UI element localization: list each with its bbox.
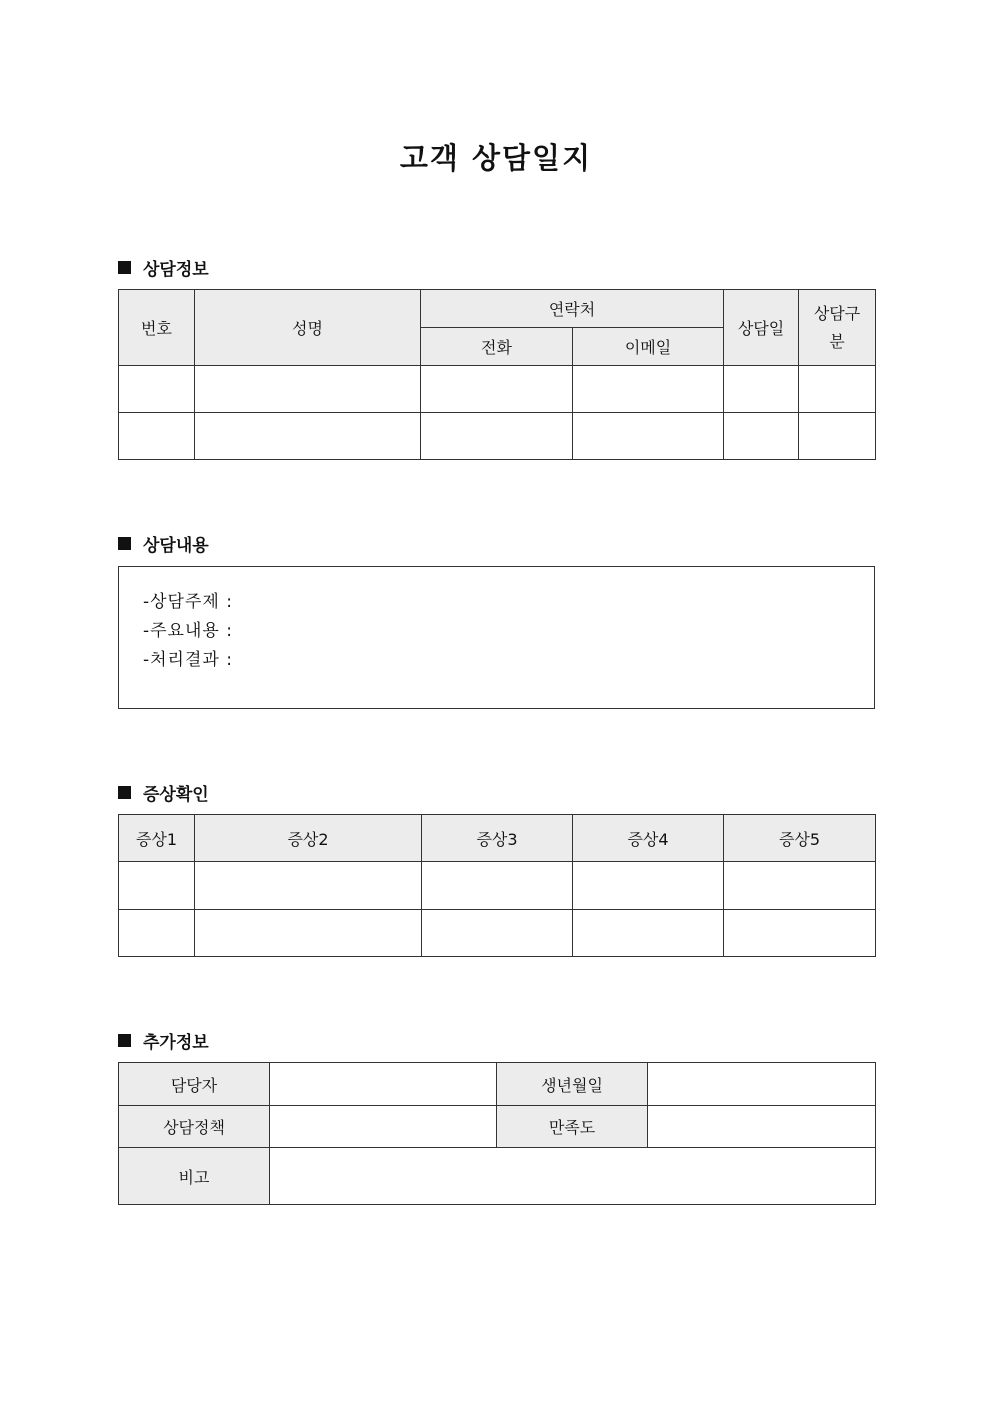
cell-symptom-3[interactable] [422,910,573,957]
table-row [119,366,876,413]
label-satisfaction: 만족도 [497,1106,648,1148]
page-title: 고객 상담일지 [399,141,593,175]
cell-symptom-4[interactable] [573,862,724,910]
label-policy: 상담정책 [119,1106,270,1148]
cell-number[interactable] [119,366,195,413]
section-title: 추가정보 [143,1033,209,1053]
header-category-line2: 분 [829,331,845,351]
value-satisfaction[interactable] [648,1106,876,1148]
cell-phone[interactable] [421,413,573,460]
section-heading-consult-content [118,531,209,556]
cell-symptom-1[interactable] [119,862,195,910]
header-number: 번호 [119,290,195,366]
table-row [119,910,876,957]
cell-date[interactable] [724,413,799,460]
cell-category[interactable] [799,366,876,413]
cell-symptom-4[interactable] [573,910,724,957]
header-phone: 전화 [421,328,573,366]
cell-symptom-2[interactable] [195,862,422,910]
header-symptom-5: 증상5 [724,815,876,862]
section-heading-consult-info [118,255,209,280]
header-category [799,290,876,366]
consult-content-box[interactable] [118,566,875,709]
header-symptom-4: 증상4 [573,815,724,862]
square-bullet-icon [118,537,131,550]
label-birthdate: 생년월일 [497,1063,648,1106]
square-bullet-icon [118,261,131,274]
label-remarks: 비고 [119,1148,270,1205]
additional-info-table [118,1062,876,1205]
header-name: 성명 [195,290,421,366]
value-remarks[interactable] [270,1148,876,1205]
cell-symptom-3[interactable] [422,862,573,910]
cell-category[interactable] [799,413,876,460]
header-symptom-3: 증상3 [422,815,573,862]
consult-topic-label: -상담주제 : [143,592,233,612]
section-heading-additional-info [118,1028,209,1053]
table-row [119,413,876,460]
cell-name[interactable] [195,366,421,413]
cell-symptom-5[interactable] [724,910,876,957]
cell-email[interactable] [573,413,724,460]
square-bullet-icon [118,786,131,799]
cell-name[interactable] [195,413,421,460]
main-content-label: -주요내용 : [143,621,233,641]
table-row [119,862,876,910]
value-manager[interactable] [270,1063,497,1106]
consult-info-table [118,289,876,460]
header-email: 이메일 [573,328,724,366]
label-manager: 담당자 [119,1063,270,1106]
section-heading-symptom-check [118,780,209,805]
cell-phone[interactable] [421,366,573,413]
cell-symptom-1[interactable] [119,910,195,957]
cell-symptom-2[interactable] [195,910,422,957]
symptom-table [118,814,876,957]
header-symptom-2: 증상2 [195,815,422,862]
cell-email[interactable] [573,366,724,413]
square-bullet-icon [118,1034,131,1047]
cell-number[interactable] [119,413,195,460]
header-contact: 연락처 [421,290,724,328]
section-title: 상담정보 [143,260,209,280]
value-policy[interactable] [270,1106,497,1148]
cell-date[interactable] [724,366,799,413]
section-title: 증상확인 [143,785,209,805]
cell-symptom-5[interactable] [724,862,876,910]
value-birthdate[interactable] [648,1063,876,1106]
header-category-line1: 상담구 [813,303,861,323]
process-result-label: -처리결과 : [143,650,233,670]
header-date: 상담일 [724,290,799,366]
header-symptom-1: 증상1 [119,815,195,862]
section-title: 상담내용 [143,536,209,556]
